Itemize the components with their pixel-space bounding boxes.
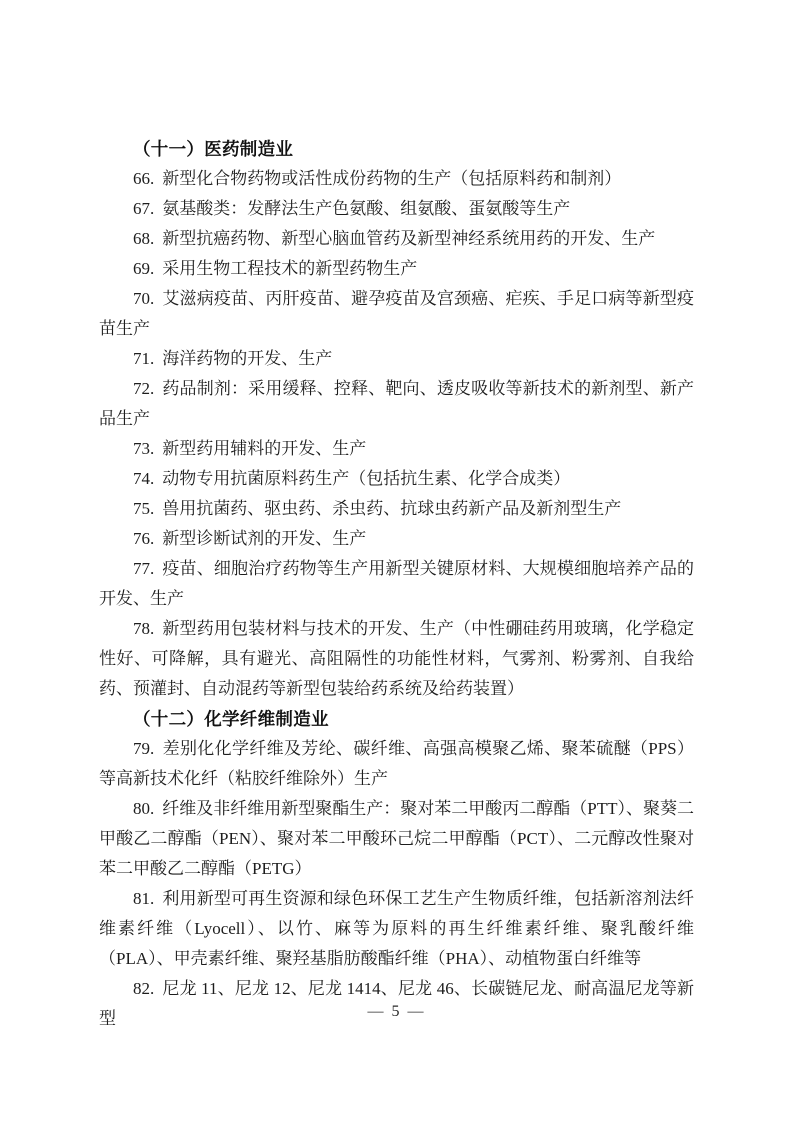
item-number: 75. <box>133 499 155 518</box>
catalog-item-71 <box>99 344 694 374</box>
catalog-item-81 <box>99 884 694 974</box>
item-number: 68. <box>133 229 155 248</box>
item-text: 尼龙 11、尼龙 12、尼龙 1414、尼龙 46、长碳链尼龙、耐高温尼龙等新型 <box>99 979 694 1028</box>
item-text: 新型药用包装材料与技术的开发、生产（中性硼硅药用玻璃，化学稳定性好、可降解，具有避光、高阻隔性的功能性材料，气雾剂、粉雾剂、自我给药、预灌封、自动混药等新型包装给药系统及给药装置） <box>99 619 694 698</box>
item-number: 78. <box>133 619 155 638</box>
catalog-item-79 <box>99 734 694 794</box>
section-heading-pharma: （十一）医药制造业 <box>133 139 294 159</box>
item-number: 79. <box>133 739 155 758</box>
page-footer <box>0 999 793 1025</box>
item-number: 74. <box>133 469 155 488</box>
item-text: 药品制剂：采用缓释、控释、靶向、透皮吸收等新技术的新剂型、新产品生产 <box>99 379 694 428</box>
item-text: 兽用抗菌药、驱虫药、杀虫药、抗球虫药新产品及新剂型生产 <box>162 499 622 518</box>
item-number: 81. <box>133 889 155 908</box>
item-text: 新型药用辅料的开发、生产 <box>162 439 367 458</box>
item-number: 70. <box>133 289 155 308</box>
item-number: 82. <box>133 979 155 998</box>
item-text: 海洋药物的开发、生产 <box>162 349 333 368</box>
item-number: 67. <box>133 199 155 218</box>
catalog-item-69 <box>99 254 694 284</box>
item-number: 77. <box>133 559 155 578</box>
item-number: 71. <box>133 349 155 368</box>
item-text: 新型诊断试剂的开发、生产 <box>162 529 367 548</box>
item-number: 72. <box>133 379 155 398</box>
item-text: 差别化化学纤维及芳纶、碳纤维、高强高模聚乙烯、聚苯硫醚（PPS）等高新技术化纤（粘胶纤维除外）生产 <box>99 739 694 788</box>
item-text: 氨基酸类：发酵法生产色氨酸、组氨酸、蛋氨酸等生产 <box>162 199 571 218</box>
page-number: — 5 — <box>367 1003 426 1020</box>
catalog-item-75 <box>99 494 694 524</box>
catalog-item-80 <box>99 794 694 884</box>
catalog-item-72 <box>99 374 694 434</box>
item-text: 采用生物工程技术的新型药物生产 <box>162 259 418 278</box>
item-text: 疫苗、细胞治疗药物等生产用新型关键原材料、大规模细胞培养产品的开发、生产 <box>99 559 694 608</box>
catalog-item-73 <box>99 434 694 464</box>
item-text: 利用新型可再生资源和绿色环保工艺生产生物质纤维，包括新溶剂法纤维素纤维（Lyocell）、以竹、麻等为原料的再生纤维素纤维、聚乳酸纤维（PLA）、甲壳素纤维、聚羟基脂肪酸酯纤维（PHA）、动植物蛋白纤维等 <box>99 889 694 968</box>
catalog-item-78 <box>99 614 694 704</box>
item-number: 66. <box>133 169 155 188</box>
item-text: 艾滋病疫苗、丙肝疫苗、避孕疫苗及宫颈癌、疟疾、手足口病等新型疫苗生产 <box>99 289 694 338</box>
catalog-item-74 <box>99 464 694 494</box>
document-content <box>99 134 694 1034</box>
item-number: 73. <box>133 439 155 458</box>
item-text: 新型化合物药物或活性成份药物的生产（包括原料药和制剂） <box>162 169 622 188</box>
catalog-item-77 <box>99 554 694 614</box>
catalog-item-66 <box>99 164 694 194</box>
item-text: 纤维及非纤维用新型聚酯生产：聚对苯二甲酸丙二醇酯（PTT）、聚葵二甲酸乙二醇酯（PEN）、聚对苯二甲酸环己烷二甲醇酯（PCT）、二元醇改性聚对苯二甲酸乙二醇酯（PETG） <box>99 799 694 878</box>
catalog-item-70 <box>99 284 694 344</box>
item-number: 69. <box>133 259 155 278</box>
item-number: 76. <box>133 529 155 548</box>
item-text: 新型抗癌药物、新型心脑血管药及新型神经系统用药的开发、生产 <box>162 229 656 248</box>
item-number: 80. <box>133 799 155 818</box>
catalog-item-76 <box>99 524 694 554</box>
catalog-item-68 <box>99 224 694 254</box>
section-heading-chemical-fiber: （十二）化学纤维制造业 <box>133 709 329 729</box>
catalog-item-67 <box>99 194 694 224</box>
item-text: 动物专用抗菌原料药生产（包括抗生素、化学合成类） <box>162 469 571 488</box>
